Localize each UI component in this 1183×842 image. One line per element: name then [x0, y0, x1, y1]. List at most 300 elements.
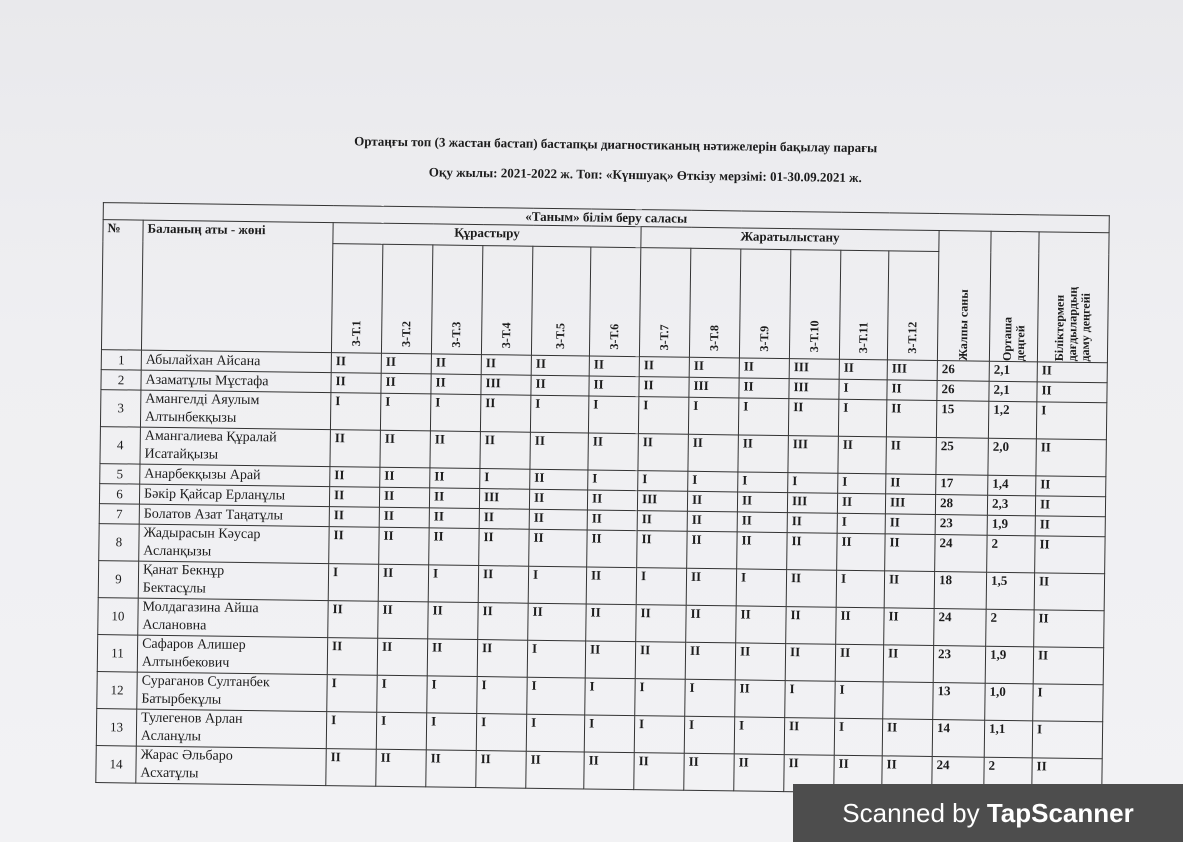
level-cell: II — [589, 356, 639, 377]
level-cell: II — [735, 643, 785, 681]
child-name-line-1: Амангалиева Құралай — [144, 428, 277, 446]
child-name-line-1: Азаматұлы Мұстафа — [145, 372, 269, 389]
level-cell: II — [587, 510, 637, 531]
level-cell: I — [635, 679, 685, 717]
child-name-line-1: Сураганов Султанбек — [141, 673, 270, 691]
total-cell: 23 — [935, 515, 987, 536]
level-cell: II — [330, 467, 380, 488]
level-cell: II — [429, 508, 479, 529]
level-cell: II — [788, 399, 838, 437]
level-cell: I — [684, 716, 734, 754]
row-number: 6 — [99, 484, 139, 505]
development-level-cell: II — [1036, 476, 1106, 497]
code-label: 3-Т.2 — [399, 321, 414, 348]
level-cell: II — [529, 529, 587, 567]
row-number: 2 — [101, 370, 141, 391]
level-cell: II — [376, 749, 426, 787]
level-cell: II — [636, 605, 686, 643]
level-cell: II — [787, 533, 837, 571]
area-title: «Таным» білім беру саласы — [103, 203, 1109, 233]
level-cell: II — [528, 603, 586, 641]
child-name-line-2: Аслановна — [142, 617, 207, 634]
level-cell: II — [430, 431, 480, 469]
level-cell: II — [379, 527, 429, 565]
row-number: 5 — [100, 464, 140, 485]
row-number: 14 — [96, 746, 136, 784]
level-cell: I — [838, 399, 886, 437]
level-cell: II — [886, 437, 936, 475]
child-name-cell — [137, 635, 327, 674]
average-cell: 2 — [984, 757, 1032, 795]
development-level-cell: II — [1035, 516, 1105, 537]
level-cell: II — [584, 752, 634, 790]
total-cell: 13 — [933, 683, 985, 721]
level-cell: I — [685, 679, 735, 717]
level-cell: I — [326, 712, 376, 750]
level-cell: III — [789, 379, 839, 400]
table-header — [101, 203, 1109, 363]
level-cell: II — [735, 680, 785, 718]
total-cell: 28 — [935, 495, 987, 516]
level-cell: II — [586, 604, 636, 642]
development-level-cell: II — [1034, 573, 1104, 611]
child-name-cell — [140, 464, 330, 486]
level-cell: I — [527, 640, 585, 678]
child-name-cell — [140, 390, 330, 429]
code-header-cell — [639, 248, 690, 358]
development-level-cell: II — [1037, 362, 1107, 383]
level-cell: II — [835, 644, 883, 682]
level-cell: II — [687, 511, 737, 532]
level-cell: II — [738, 435, 788, 473]
child-name-line-2: Асхатұлы — [140, 765, 199, 782]
level-cell: I — [634, 716, 684, 754]
row-number: 13 — [96, 709, 136, 747]
level-cell: I — [585, 678, 635, 716]
level-cell: II — [531, 375, 589, 396]
level-cell: II — [734, 754, 784, 792]
level-cell: II — [378, 601, 428, 639]
total-cell: 24 — [935, 535, 987, 573]
level-cell: III — [885, 494, 935, 515]
child-name-line-1: Бәкір Қайсар Ерланұлы — [143, 486, 286, 504]
child-name-line-1: Анарбекқызы Арай — [144, 466, 261, 483]
level-cell: I — [688, 397, 738, 435]
total-cell: 15 — [936, 401, 988, 439]
watermark-brand: TapScanner — [986, 798, 1134, 828]
level-cell: I — [785, 681, 835, 719]
level-cell: II — [689, 357, 739, 378]
level-cell: II — [588, 433, 638, 471]
level-cell: II — [837, 493, 885, 514]
level-cell: II — [838, 436, 886, 474]
level-cell: I — [588, 470, 638, 491]
level-cell: II — [736, 606, 786, 644]
level-cell: II — [787, 513, 837, 534]
average-cell: 2,3 — [987, 495, 1035, 516]
average-cell: 2,1 — [989, 361, 1037, 382]
child-name-line-1: Молдагазина Айша — [142, 599, 259, 617]
level-cell: II — [885, 534, 935, 572]
level-cell: II — [429, 528, 479, 566]
child-name-line-1: Жадырасын Кәусар — [143, 525, 261, 543]
code-header-cell — [887, 251, 938, 361]
level-cell: I — [638, 397, 688, 435]
level-cell: II — [426, 750, 476, 788]
level-cell: III — [787, 493, 837, 514]
level-label-3: даму деңгейі — [1077, 293, 1093, 363]
average-cell: 1,1 — [984, 720, 1032, 758]
total-cell: 26 — [937, 381, 989, 402]
total-cell: 25 — [936, 438, 988, 476]
code-header-cell — [689, 248, 740, 358]
level-cell: II — [530, 432, 588, 470]
average-cell: 2 — [986, 609, 1034, 647]
level-cell: II — [431, 354, 481, 375]
level-cell: I — [430, 394, 480, 432]
level-cell: I — [636, 568, 686, 606]
level-cell: II — [785, 644, 835, 682]
code-header-cell — [481, 246, 532, 356]
code-header-cell — [531, 246, 590, 356]
development-level-cell: II — [1033, 647, 1103, 685]
level-cell: I — [588, 396, 638, 434]
level-cell: II — [530, 469, 588, 490]
child-name-line-2: Асланұлы — [140, 728, 202, 745]
level-cell: II — [639, 377, 689, 398]
code-header-cell — [381, 244, 432, 354]
watermark-prefix: Scanned by — [842, 798, 980, 828]
level-cell: II — [330, 430, 380, 468]
level-cell: II — [686, 568, 736, 606]
level-cell: II — [328, 601, 378, 639]
child-name-cell — [140, 427, 330, 466]
code-label: 3-Т.12 — [904, 321, 920, 354]
development-level-cell: II — [1035, 496, 1105, 517]
level-cell: II — [834, 755, 882, 793]
level-cell: II — [786, 570, 836, 608]
level-cell: II — [684, 753, 734, 791]
level-cell: I — [428, 565, 478, 603]
level-cell: II — [884, 608, 934, 646]
level-cell: II — [329, 507, 379, 528]
level-cell: II — [381, 353, 431, 374]
level-cell: II — [331, 373, 381, 394]
level-cell: II — [836, 607, 884, 645]
average-cell: 2,1 — [989, 381, 1037, 402]
average-cell: 1,2 — [988, 401, 1036, 439]
document-sheet — [87, 118, 1126, 831]
development-level-cell: II — [1032, 758, 1102, 796]
code-header-cell — [739, 249, 790, 359]
child-name-line-2: Алтынбекович — [141, 654, 230, 671]
child-name-cell — [139, 504, 329, 526]
child-name-cell — [139, 524, 329, 563]
child-name-cell — [139, 484, 329, 506]
child-name-line-1: Амангелді Аяулым — [145, 391, 260, 409]
child-name-cell — [141, 350, 331, 372]
development-level-cell: I — [1032, 721, 1102, 759]
child-name-line-1: Сафаров Алишер — [142, 636, 246, 654]
level-cell: II — [585, 641, 635, 679]
level-cell: II — [686, 605, 736, 643]
level-cell: I — [477, 677, 527, 715]
column-total-header — [937, 231, 991, 362]
level-cell: II — [479, 529, 529, 567]
level-cell: II — [480, 432, 530, 470]
total-cell: 23 — [933, 646, 985, 684]
code-label: 3-Т.3 — [449, 321, 464, 348]
code-label: 3-Т.5 — [553, 323, 568, 350]
level-cell: I — [328, 564, 378, 602]
level-cell: II — [687, 531, 737, 569]
development-level-cell: II — [1037, 382, 1107, 403]
level-cell: II — [431, 374, 481, 395]
total-cell: 14 — [932, 720, 984, 758]
level-cell: II — [381, 373, 431, 394]
average-cell: 1,4 — [988, 475, 1036, 496]
row-number: 11 — [97, 635, 137, 673]
level-cell: II — [587, 530, 637, 568]
child-name-line-2: Исатайқызы — [144, 446, 219, 463]
total-label: Жалпы саны — [955, 288, 971, 361]
level-cell: II — [884, 571, 934, 609]
level-cell: I — [584, 715, 634, 753]
level-cell: I — [480, 469, 530, 490]
level-cell: II — [634, 753, 684, 791]
level-cell: II — [882, 756, 932, 794]
level-cell: III — [637, 491, 687, 512]
level-cell: II — [637, 511, 687, 532]
level-cell: I — [834, 718, 882, 756]
child-name-line-2: Асланқызы — [143, 543, 212, 560]
level-cell: II — [429, 488, 479, 509]
level-cell: II — [477, 640, 527, 678]
level-cell: II — [886, 400, 936, 438]
level-cell: I — [835, 681, 883, 719]
child-name-cell — [138, 598, 328, 637]
level-label-2: дағдылардың — [1064, 287, 1080, 362]
level-cell: II — [737, 492, 787, 513]
level-cell: II — [739, 378, 789, 399]
level-cell: II — [737, 532, 787, 570]
child-name-cell — [136, 746, 326, 785]
level-cell: II — [377, 638, 427, 676]
average-cell: 2,0 — [988, 438, 1036, 476]
level-cell: II — [635, 642, 685, 680]
diagnostics-table — [95, 202, 1110, 796]
level-cell: II — [331, 353, 381, 374]
code-label: 3-Т.8 — [707, 325, 722, 352]
level-cell: II — [587, 490, 637, 511]
level-cell: I — [427, 676, 477, 714]
level-cell: II — [531, 355, 589, 376]
level-cell: II — [380, 430, 430, 468]
level-label-1: Біліктермен — [1051, 295, 1067, 362]
average-cell: 1,9 — [985, 646, 1033, 684]
average-label-1: Орташа — [999, 316, 1014, 362]
average-label-2: деңгей — [1012, 325, 1027, 362]
level-cell: III — [479, 489, 529, 510]
level-cell: II — [329, 527, 379, 565]
code-label: 3-Т.10 — [806, 320, 822, 353]
level-cell: II — [837, 533, 885, 571]
child-name-line-1: Абылайхан Айсана — [145, 352, 261, 369]
level-cell: II — [887, 380, 937, 401]
child-name-cell — [138, 561, 328, 600]
level-cell: II — [639, 357, 689, 378]
level-cell: II — [380, 467, 430, 488]
total-cell: 18 — [934, 572, 986, 610]
level-cell: II — [428, 602, 478, 640]
development-level-cell: I — [1036, 402, 1106, 440]
row-number: 10 — [98, 598, 138, 636]
level-cell: II — [638, 434, 688, 472]
level-cell: II — [739, 358, 789, 379]
code-label: 3-Т.9 — [756, 325, 772, 352]
level-cell: I — [426, 713, 476, 751]
code-label: 3-Т.6 — [607, 323, 622, 350]
level-cell: I — [530, 395, 588, 433]
level-cell: III — [789, 359, 839, 380]
average-cell: 2 — [987, 535, 1035, 573]
level-cell: III — [887, 360, 937, 381]
development-level-cell: I — [1033, 684, 1103, 722]
tapscanner-watermark — [793, 784, 1183, 842]
level-cell: I — [380, 393, 430, 431]
level-cell: I — [838, 473, 886, 494]
level-cell: I — [527, 677, 585, 715]
child-name-line-1: Тулегенов Арлан — [141, 710, 243, 727]
level-cell: I — [376, 712, 426, 750]
level-cell: II — [784, 718, 834, 756]
level-cell: I — [528, 566, 586, 604]
average-cell: 1,0 — [985, 683, 1033, 721]
code-label: 3-Т.11 — [855, 321, 871, 354]
level-cell: II — [586, 567, 636, 605]
level-cell: I — [837, 513, 885, 534]
total-cell: 24 — [932, 757, 984, 795]
total-cell: 17 — [936, 475, 988, 496]
code-header-cell — [839, 250, 888, 360]
document-title: Ортаңғы топ (3 жастан бастап) бастапқы диагностиканың нәтижелерін бақылау парағы — [354, 133, 878, 156]
table-body — [96, 350, 1108, 796]
level-cell: II — [480, 395, 530, 433]
level-cell: II — [737, 512, 787, 533]
child-name-cell — [136, 709, 326, 748]
level-cell: I — [330, 393, 380, 431]
row-number: 4 — [100, 427, 140, 465]
code-label: 3-Т.7 — [657, 324, 672, 351]
code-label: 3-Т.4 — [499, 322, 514, 349]
level-cell — [883, 682, 933, 720]
code-label: 3-Т.1 — [349, 320, 364, 347]
level-cell: I — [839, 379, 887, 400]
level-cell: I — [526, 714, 584, 752]
level-cell: II — [329, 487, 379, 508]
level-cell: II — [589, 376, 639, 397]
child-name-line-2: Алтынбекқызы — [144, 409, 237, 426]
row-number: 12 — [97, 672, 137, 710]
document-subtitle: Оқу жылы: 2021-2022 ж. Топ: «Күншуақ» Өткізу мерзімі: 01-30.09.2021 ж. — [428, 164, 862, 186]
child-name-line-2: Батырбекұлы — [141, 691, 222, 708]
level-cell: I — [738, 472, 788, 493]
level-cell: II — [326, 749, 376, 787]
child-name-cell — [141, 370, 331, 392]
level-cell: III — [689, 377, 739, 398]
level-cell: I — [327, 675, 377, 713]
level-cell: III — [481, 375, 531, 396]
level-cell: II — [882, 719, 932, 757]
level-cell: II — [379, 507, 429, 528]
column-average-header — [989, 231, 1039, 362]
code-header-cell — [431, 245, 482, 355]
child-name-cell — [137, 672, 327, 711]
level-cell: II — [430, 468, 480, 489]
level-cell: II — [885, 514, 935, 535]
level-cell: I — [738, 398, 788, 436]
level-cell: II — [378, 564, 428, 602]
level-cell: I — [638, 471, 688, 492]
level-cell: II — [886, 474, 936, 495]
child-name-line-1: Жарас Әльбаро — [140, 747, 233, 764]
level-cell: II — [529, 489, 587, 510]
level-cell: II — [478, 603, 528, 641]
total-cell: 24 — [934, 609, 986, 647]
group-header-zharatylystanu: Жаратылыстану — [641, 227, 939, 252]
column-number-header: № — [101, 220, 143, 351]
child-name-line-1: Қанат Бекнұр — [142, 562, 225, 579]
column-level-header — [1037, 232, 1109, 363]
column-name-header: Баланың аты - жөні — [141, 220, 333, 352]
level-cell: I — [734, 717, 784, 755]
level-cell: II — [685, 642, 735, 680]
child-name-line-1: Болатов Азат Таңатұлы — [143, 506, 284, 523]
level-cell: I — [688, 471, 738, 492]
group-header-kurastyru: Құрастыру — [333, 223, 641, 248]
level-cell: II — [637, 531, 687, 569]
level-cell: II — [883, 645, 933, 683]
code-header-cell — [789, 250, 840, 360]
total-cell: 26 — [937, 361, 989, 382]
level-cell: I — [476, 714, 526, 752]
level-cell: II — [476, 751, 526, 789]
level-cell: I — [377, 675, 427, 713]
level-cell: II — [526, 751, 584, 789]
level-cell: I — [836, 570, 884, 608]
level-cell: II — [529, 509, 587, 530]
row-number: 1 — [101, 350, 141, 371]
level-cell: II — [478, 566, 528, 604]
row-number: 9 — [98, 561, 138, 599]
level-cell: II — [784, 755, 834, 793]
level-cell: I — [736, 569, 786, 607]
level-cell: II — [327, 638, 377, 676]
row-number: 7 — [99, 504, 139, 525]
level-cell: II — [427, 639, 477, 677]
level-cell: II — [379, 487, 429, 508]
level-cell: II — [481, 355, 531, 376]
level-cell: I — [788, 473, 838, 494]
average-cell: 1,9 — [987, 515, 1035, 536]
level-cell: II — [688, 434, 738, 472]
row-number: 3 — [100, 390, 140, 428]
code-header-cell — [331, 244, 382, 354]
development-level-cell: II — [1034, 610, 1104, 648]
development-level-cell: II — [1035, 536, 1105, 574]
level-cell: III — [788, 436, 838, 474]
row-number: 8 — [99, 524, 139, 562]
